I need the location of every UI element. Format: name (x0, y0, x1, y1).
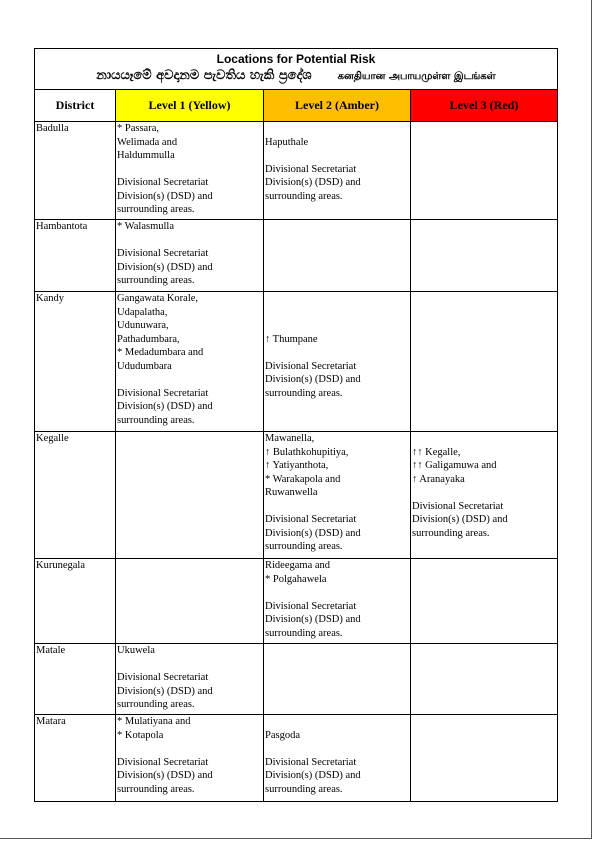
cell-line: ↑↑ Galigamuwa and (412, 460, 497, 471)
cell-line: Divisional Secretariat (265, 360, 357, 372)
cell-line (117, 163, 262, 177)
level-1-cell (116, 644, 264, 715)
cell-line: Divisional Secretariat (117, 672, 209, 683)
cell-line: ↑ Thumpane (265, 333, 318, 345)
header-level-2: Level 2 (Amber) (264, 90, 411, 122)
district-cell: Badulla (35, 122, 116, 220)
cell-line: Divisional Secretariat (117, 248, 209, 259)
level-2-cell (264, 220, 411, 292)
cell-line: Divisional Secretariat (117, 387, 209, 399)
page-edge-right (591, 0, 592, 838)
table-row (35, 559, 558, 644)
title-row (35, 49, 558, 90)
cell-line: Division(s) (DSD) and (265, 770, 361, 781)
level-1-cell (116, 715, 264, 802)
cell-line (265, 122, 409, 136)
level-2-cell (264, 715, 411, 802)
level-1-cell (116, 292, 264, 432)
cell-line: Udapalatha, (117, 306, 168, 318)
cell-line (117, 742, 262, 756)
cell-line: Ukuwela (117, 645, 155, 656)
cell-line: * Medadumbara and (117, 347, 204, 358)
table-row (35, 432, 558, 559)
level-2-cell (264, 122, 411, 220)
cell-line: ↑↑ Kegalle, (412, 446, 461, 458)
cell-line (265, 306, 409, 320)
cell-line: Pasgoda (265, 729, 300, 741)
level-3-cell (411, 122, 558, 220)
cell-line (117, 373, 262, 387)
cell-line: Divisional Secretariat (265, 514, 357, 525)
page-edge-bottom (0, 838, 592, 839)
table-row (35, 220, 558, 292)
cell-line (412, 486, 556, 500)
cell-line (265, 292, 409, 306)
level-1-cell (116, 559, 264, 644)
cell-line: surrounding areas. (265, 541, 343, 552)
cell-line: Division(s) (DSD) and (117, 261, 213, 273)
level-2-cell (264, 644, 411, 715)
cell-line: Haldummulla (117, 150, 175, 161)
level-2-cell (264, 432, 411, 559)
cell-line: Division(s) (DSD) and (412, 514, 508, 525)
cell-line: ↑ Yatiyanthota, (265, 460, 329, 471)
district-cell: Kegalle (35, 432, 116, 559)
cell-line: Udunuwara, (117, 320, 169, 331)
cell-line: * Polgahawela (265, 573, 327, 585)
cell-line: ↑ Bulathkohupitiya, (265, 446, 349, 458)
level-3-cell (411, 644, 558, 715)
cell-line: Divisional Secretariat (265, 163, 357, 175)
header-level-1: Level 1 (Yellow) (116, 90, 264, 122)
cell-line (265, 715, 409, 729)
cell-line (412, 432, 556, 446)
level-3-cell (411, 559, 558, 644)
title-local (35, 67, 557, 86)
level-1-cell (116, 122, 264, 220)
cell-line: Division(s) (DSD) and (265, 177, 361, 188)
cell-line: Divisional Secretariat (265, 600, 357, 612)
cell-line: Pathadumbara, (117, 333, 180, 345)
cell-line: Haputhale (265, 136, 309, 148)
cell-line: Divisional Secretariat (412, 500, 504, 512)
level-3-cell (411, 432, 558, 559)
cell-line (265, 319, 409, 333)
level-3-cell (411, 220, 558, 292)
cell-line: surrounding areas. (117, 783, 195, 795)
cell-line: * Passara, (117, 123, 159, 134)
cell-line: * Warakapola and (265, 473, 341, 485)
cell-line: * Kotapola (117, 729, 164, 741)
cell-line: surrounding areas. (117, 275, 195, 286)
cell-line: surrounding areas. (265, 387, 343, 399)
cell-line: Rideegama and (265, 560, 331, 571)
cell-line: surrounding areas. (117, 204, 195, 215)
cell-line: Divisional Secretariat (117, 756, 209, 768)
district-cell: Kurunegala (35, 559, 116, 644)
cell-line: Mawanella, (265, 433, 315, 444)
cell-line: Gangawata Korale, (117, 293, 199, 304)
cell-line (265, 500, 409, 514)
cell-line: * Walasmulla (117, 221, 174, 232)
cell-line: Division(s) (DSD) and (117, 685, 213, 697)
table-body (35, 122, 558, 802)
table-row (35, 644, 558, 715)
cell-line: surrounding areas. (412, 527, 490, 539)
cell-line: surrounding areas. (265, 783, 343, 795)
table-row (35, 715, 558, 802)
header-level-3: Level 3 (Red) (411, 90, 558, 122)
cell-line (117, 234, 262, 248)
title-cell (35, 49, 558, 90)
cell-line (265, 346, 409, 360)
cell-line: Division(s) (DSD) and (117, 401, 213, 412)
level-2-cell (264, 559, 411, 644)
cell-line: Division(s) (DSD) and (265, 614, 361, 625)
cell-line (117, 658, 262, 672)
cell-line: surrounding areas. (265, 627, 343, 639)
level-1-cell (116, 432, 264, 559)
title-tamil: கனதியான அபாயமுள்ள இடங்கள் (337, 71, 496, 82)
cell-line: surrounding areas. (117, 414, 195, 426)
cell-line: Welimada and (117, 136, 178, 148)
header-row (35, 90, 558, 122)
district-cell: Kandy (35, 292, 116, 432)
title-english: Locations for Potential Risk (216, 52, 376, 66)
level-3-cell (411, 715, 558, 802)
cell-line: Divisional Secretariat (117, 177, 209, 188)
district-cell: Matara (35, 715, 116, 802)
level-3-cell (411, 292, 558, 432)
cell-line: Division(s) (DSD) and (117, 770, 213, 781)
cell-line: * Mulatiyana and (117, 716, 191, 727)
cell-line: Division(s) (DSD) and (117, 190, 213, 202)
cell-line: surrounding areas. (265, 190, 343, 202)
cell-line: surrounding areas. (117, 699, 195, 710)
cell-line: Ududumbara (117, 360, 172, 372)
cell-line: Division(s) (DSD) and (265, 527, 361, 539)
cell-line: Ruwanwella (265, 487, 318, 498)
cell-line (265, 586, 409, 600)
header-district: District (35, 90, 116, 122)
table-row (35, 292, 558, 432)
cell-line: ↑ Aranayaka (412, 473, 465, 485)
cell-line: Divisional Secretariat (265, 756, 357, 768)
level-2-cell (264, 292, 411, 432)
district-cell: Hambantota (35, 220, 116, 292)
cell-line: Division(s) (DSD) and (265, 374, 361, 385)
risk-table (34, 48, 558, 802)
table-row (35, 122, 558, 220)
level-1-cell (116, 220, 264, 292)
cell-line (265, 149, 409, 163)
district-cell: Matale (35, 644, 116, 715)
cell-line (265, 742, 409, 756)
title-sinhala: නායයෑමේ අවදානම පැවතිය හැකි ප්‍රදේශ (96, 68, 312, 83)
